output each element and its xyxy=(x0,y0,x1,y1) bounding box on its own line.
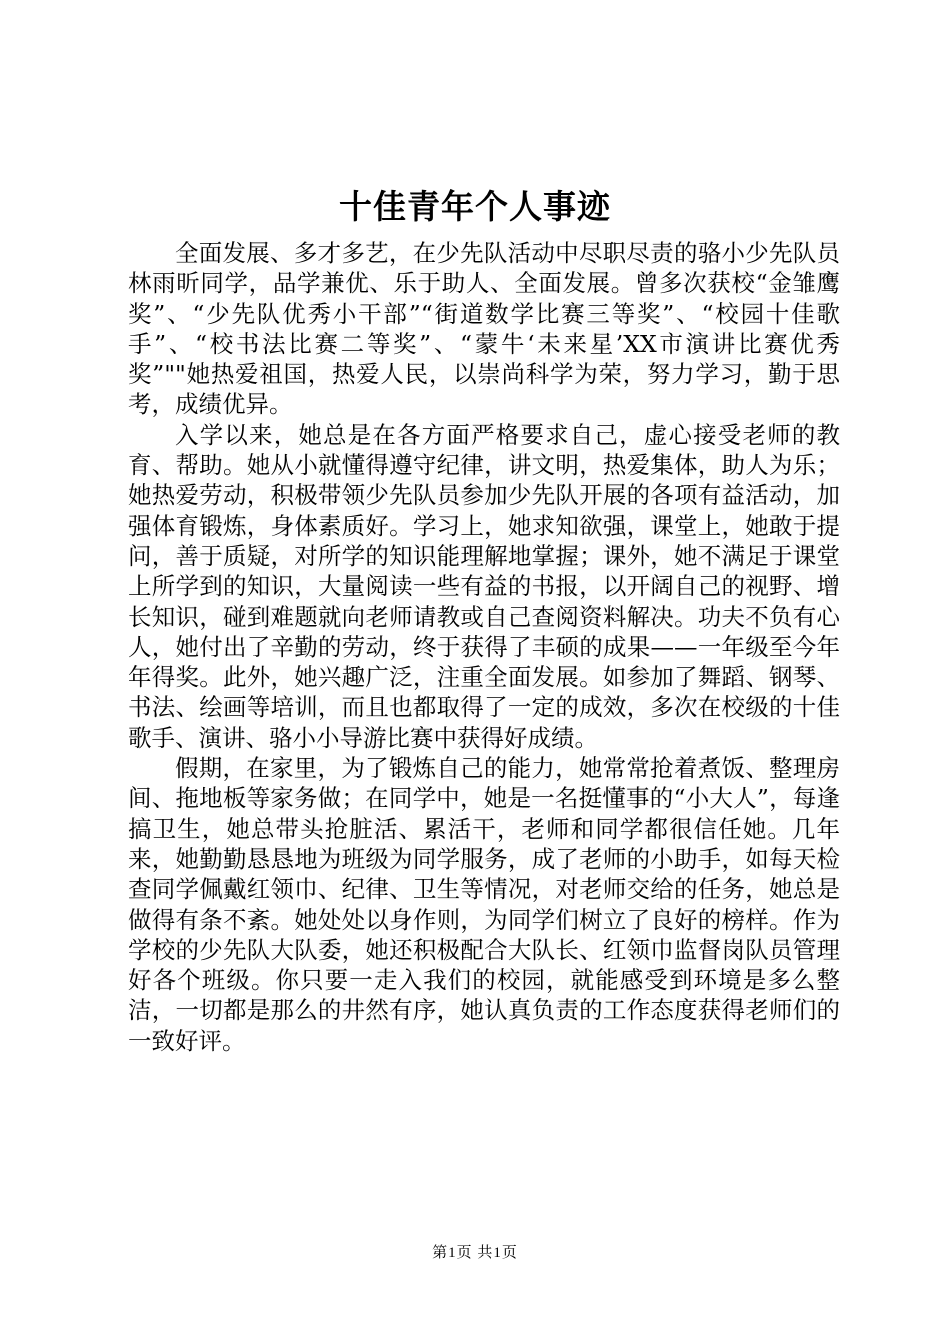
document-title: 十佳青年个人事迹 xyxy=(339,187,611,226)
paragraph-1: 全面发展、多才多艺，在少先队活动中尽职尽责的骆小少先队员林雨昕同学，品学兼优、乐于助人、全面发展。曾多次获校“金雏鹰奖”、“少先队优秀小干部”“街道数学比赛三等奖”、“校园十佳歌手”、“校书法比赛二等奖”、“蒙牛‘未来星’XX市演讲比赛优秀奖”""她热爱祖国，热爱人民，以崇尚科学为荣，努力学习，勤于思考，成绩优异。 xyxy=(128,239,840,419)
paragraph-3: 假期，在家里，为了锻炼自己的能力，她常常抢着煮饭、整理房间、拖地板等家务做；在同学中，她是一名挺懂事的“小大人”，每逢搞卫生，她总带头抢脏活、累活干，老师和同学都很信任她。几年来，她勤勤恳恳地为班级为同学服务，成了老师的小助手，如每天检查同学佩戴红领巾、纪律、卫生等情况，对老师交给的任务，她总是做得有条不紊。她处处以身作则，为同学们树立了良好的榜样。作为学校的少先队大队委，她还积极配合大队长、红领巾监督岗队员管理好各个班级。你只要一走入我们的校园，就能感受到环境是多么整洁，一切都是那么的井然有序，她认真负责的工作态度获得老师们的一致好评。 xyxy=(128,754,840,1055)
page-footer: 第1页 共1页 xyxy=(432,1245,518,1261)
document-body xyxy=(128,238,840,1056)
paragraph-2: 入学以来，她总是在各方面严格要求自己，虚心接受老师的教育、帮助。她从小就懂得遵守纪律，讲文明，热爱集体，助人为乐；她热爱劳动，积极带领少先队员参加少先队开展的各项有益活动，加强体育锻炼，身体素质好。学习上，她求知欲强，课堂上，她敢于提问，善于质疑，对所学的知识能理解地掌握；课外，她不满足于课堂上所学到的知识，大量阅读一些有益的书报，以开阔自己的视野、增长知识，碰到难题就向老师请教或自己查阅资料解决。功夫不负有心人，她付出了辛勤的劳动，终于获得了丰硕的成果——一年级至今年年得奖。此外，她兴趣广泛，注重全面发展。如参加了舞蹈、钢琴、书法、绘画等培训，而且也都取得了一定的成效，多次在校级的十佳歌手、演讲、骆小小导游比赛中获得好成绩。 xyxy=(128,420,840,752)
